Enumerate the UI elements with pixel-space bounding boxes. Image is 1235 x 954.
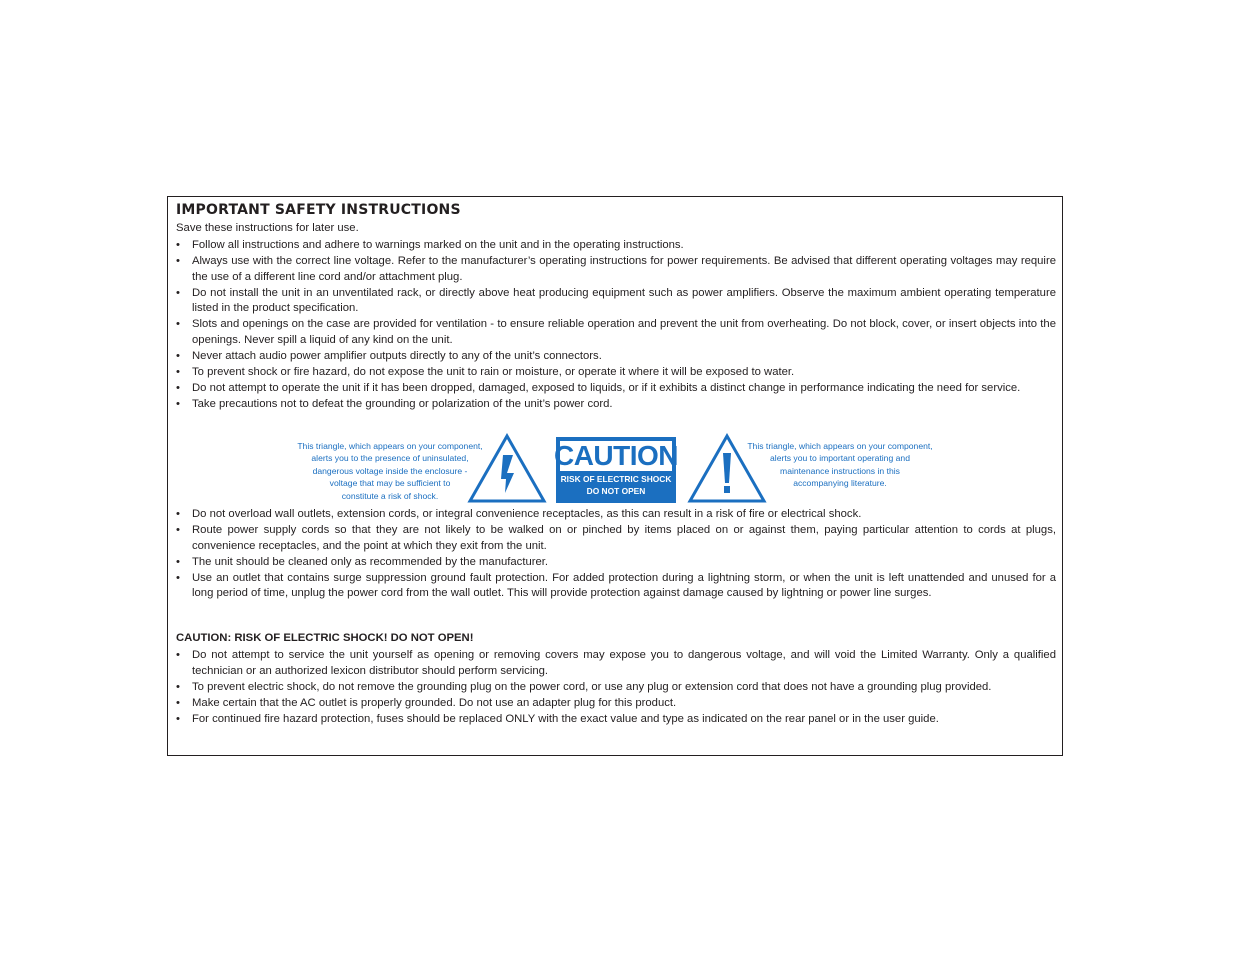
lightning-bolt-triangle-icon (467, 433, 547, 505)
list-item: • To prevent electric shock, do not remove the grounding plug on the power cord, or use any plug or extension cord that does not have a grounding plug provided. (176, 680, 1056, 696)
caution-word: CAUTION (553, 440, 679, 471)
list-item: • Never attach audio power amplifier outputs directly to any of the unit’s connectors. (176, 349, 1056, 365)
list-item: • Follow all instructions and adhere to warnings marked on the unit and in the operating instructions. (176, 238, 1056, 254)
list-item: • Slots and openings on the case are provided for ventilation - to ensure reliable operation and prevent the unit from overheating. Do not block, cover, or insert objects into the openings. Never spill a liquid of any kind on the unit. (176, 317, 1056, 348)
list-item: • Do not overload wall outlets, extension cords, or integral convenience receptacles, as this can result in a risk of fire or electrical shock. (176, 507, 1056, 523)
caution-heading: CAUTION: RISK OF ELECTRIC SHOCK! DO NOT OPEN! (176, 632, 474, 644)
note-line: accompanying literature. (793, 478, 887, 489)
list-item: • Take precautions not to defeat the grounding or polarization of the unit’s power cord. (176, 397, 1056, 413)
note-line: dangerous voltage inside the enclosure - (312, 465, 468, 476)
shock-triangle-note (290, 440, 490, 502)
list-item: • For continued fire hazard protection, fuses should be replaced ONLY with the exact value and type as indicated on the rear panel or in the user guide. (176, 712, 1056, 728)
note-line: alerts you to important operating and (770, 453, 910, 464)
list-item: • Do not attempt to operate the unit if it has been dropped, damaged, exposed to liquids, or if it exhibits a distinct change in performance indicating the need for service. (176, 381, 1056, 397)
list-item: • To prevent shock or fire hazard, do not expose the unit to rain or moisture, or operate it where it will be exposed to water. (176, 365, 1056, 381)
note-line: alerts you to the presence of uninsulated, (311, 453, 469, 464)
instruction-list-2 (176, 507, 1056, 602)
caution-subtext: RISK OF ELECTRIC SHOCK DO NOT OPEN (560, 474, 672, 496)
subtitle: Save these instructions for later use. (176, 222, 359, 234)
list-item: • Always use with the correct line voltage. Refer to the manufacturer’s operating instructions for power requirements. Be advised that different operating voltages may require the use of a different line cord and/or attachment plug. (176, 254, 1056, 285)
list-item: • The unit should be cleaned only as recommended by the manufacturer. (176, 555, 1056, 571)
list-item: • Route power supply cords so that they are not likely to be walked on or pinched by items placed on or against them, paying particular attention to cords at plugs, convenience receptacles, and the point at which they exit from the unit. (176, 523, 1056, 554)
list-item: • Make certain that the AC outlet is properly grounded. Do not use an adapter plug for this product. (176, 696, 1056, 712)
list-item: • Do not attempt to service the unit yourself as opening or removing covers may expose you to dangerous voltage, and will void the Limited Warranty. Only a qualified technician or an authorized lexicon distributor should perform servicing. (176, 648, 1056, 679)
instruction-list-1 (176, 238, 1056, 413)
list-item: • Use an outlet that contains surge suppression ground fault protection. For added protection during a lightning storm, or when the unit is left unattended and unused for a long period of time, unplug the power cord from the wall outlet. This will provide protection against damage caused by lightning or power line surges. (176, 571, 1056, 602)
note-line: This triangle, which appears on your component, (297, 441, 483, 451)
note-line: maintenance instructions in this (780, 465, 900, 476)
maintenance-triangle-note (740, 440, 940, 490)
list-item: • Do not install the unit in an unventilated rack, or directly above heat producing equipment such as power amplifiers. Observe the maximum ambient operating temperature listed in the product specification. (176, 286, 1056, 317)
note-line: constitute a risk of shock. (341, 490, 439, 501)
safety-instructions-box (167, 196, 1063, 756)
note-line: This triangle, which appears on your component, (747, 441, 933, 451)
caution-label (553, 437, 679, 503)
instruction-list-3 (176, 648, 1056, 728)
page-title: IMPORTANT SAFETY INSTRUCTIONS (176, 202, 461, 218)
note-line: voltage that may be sufficient to (329, 478, 451, 489)
